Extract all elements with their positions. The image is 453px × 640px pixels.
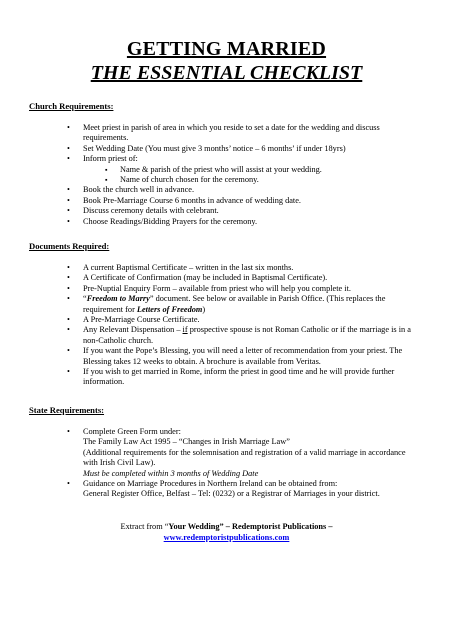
list-item: • Book the church well in advance. [0,185,420,195]
closing-paren: ) [202,304,206,314]
freedom-to-marry-term: Freedom to Marry [86,294,150,304]
church-requirements-list [0,123,420,227]
register-office-line: General Register Office, Belfast – Tel: (0232) or a Registrar of Marriages in your district. [83,489,380,499]
ni-guidance-line: • Guidance on Marriage Procedures in Northern Ireland can be obtained from: [83,479,338,489]
list-item: • Discuss ceremony details with celebrant. [0,206,420,216]
list-item: • Meet priest in parish of area in which you reside to set a date for the wedding and discuss requirements. [0,123,420,144]
state-requirements-list [0,427,420,500]
document-subtitle: THE ESSENTIAL CHECKLIST [90,62,363,84]
list-item: • If you wish to get married in Rome, inform the priest in good time and he will provide further information. [0,367,420,388]
extract-credit [0,522,453,531]
if-emphasis: if [182,325,188,335]
state-requirements-heading: State Requirements: [29,405,105,415]
dispensation-text-rest: prospective spouse is not Roman Catholic or if the marriage is in a non-Catholic church. [83,325,411,345]
quote-mark: “ [83,294,87,304]
letters-of-freedom-term: Letters of Freedom [136,304,203,314]
list-item: • A Certificate of Confirmation (may be included in Baptismal Certificate). [0,273,420,283]
deadline-note: Must be completed within 3 months of Wedding Date [83,468,259,478]
list-item: • A current Baptismal Certificate – written in the last six months. [0,263,420,273]
additional-requirements-line: (Additional requirements for the solemnisation and registration of a valid marriage in accordance with Irish Civil Law). [83,447,406,468]
document-title: GETTING MARRIED [126,38,327,60]
documents-required-heading: Documents Required: [29,241,110,251]
publisher-website-link[interactable]: www.redemptoristpublications.com [163,533,290,542]
list-item [0,325,420,346]
list-item: • Pre-Nuptial Enquiry Form – available from priest who will help you complete it. [0,284,420,294]
sub-list-item: ▪ Name & parish of the priest who will assist at your wedding. [83,165,420,175]
sub-list-item: ▪ Name of church chosen for the ceremony. [83,175,420,185]
list-item: • Set Wedding Date (You must give 3 months’ notice – 6 months’ if under 18yrs) [0,144,420,154]
church-requirements-heading: Church Requirements: [29,101,114,111]
green-form-line: • Complete Green Form under: [83,427,181,436]
documents-required-list [0,263,420,388]
inform-priest-label: Inform priest of: [83,154,138,164]
list-item [0,294,420,315]
freedom-description: ” document. See below or available in Parish Office. (This replaces the requirement for [83,294,386,314]
list-item [0,427,420,479]
family-law-act-line: The Family Law Act 1995 – “Changes in Irish Marriage Law” [83,437,290,447]
publisher-name: ” – Redemptorist Publications – [219,522,333,531]
credit-prefix: Extract from “ [120,522,169,531]
list-item: • Book Pre-Marriage Course 6 months in advance of wedding date. [0,196,420,206]
list-item: • Choose Readings/Bidding Prayers for the ceremony. [0,217,420,227]
list-item: • A Pre-Marriage Course Certificate. [0,315,420,325]
inform-priest-sublist [83,165,420,186]
dispensation-text: Any Relevant Dispensation – [83,325,183,335]
list-item [0,154,420,185]
list-item [0,479,420,500]
book-title: Your Wedding [168,522,220,531]
list-item: • If you want the Pope’s Blessing, you will need a letter of recommendation from your priest. The Blessing takes 12 weeks to obtain. A brochure is available from Veritas. [0,346,420,367]
